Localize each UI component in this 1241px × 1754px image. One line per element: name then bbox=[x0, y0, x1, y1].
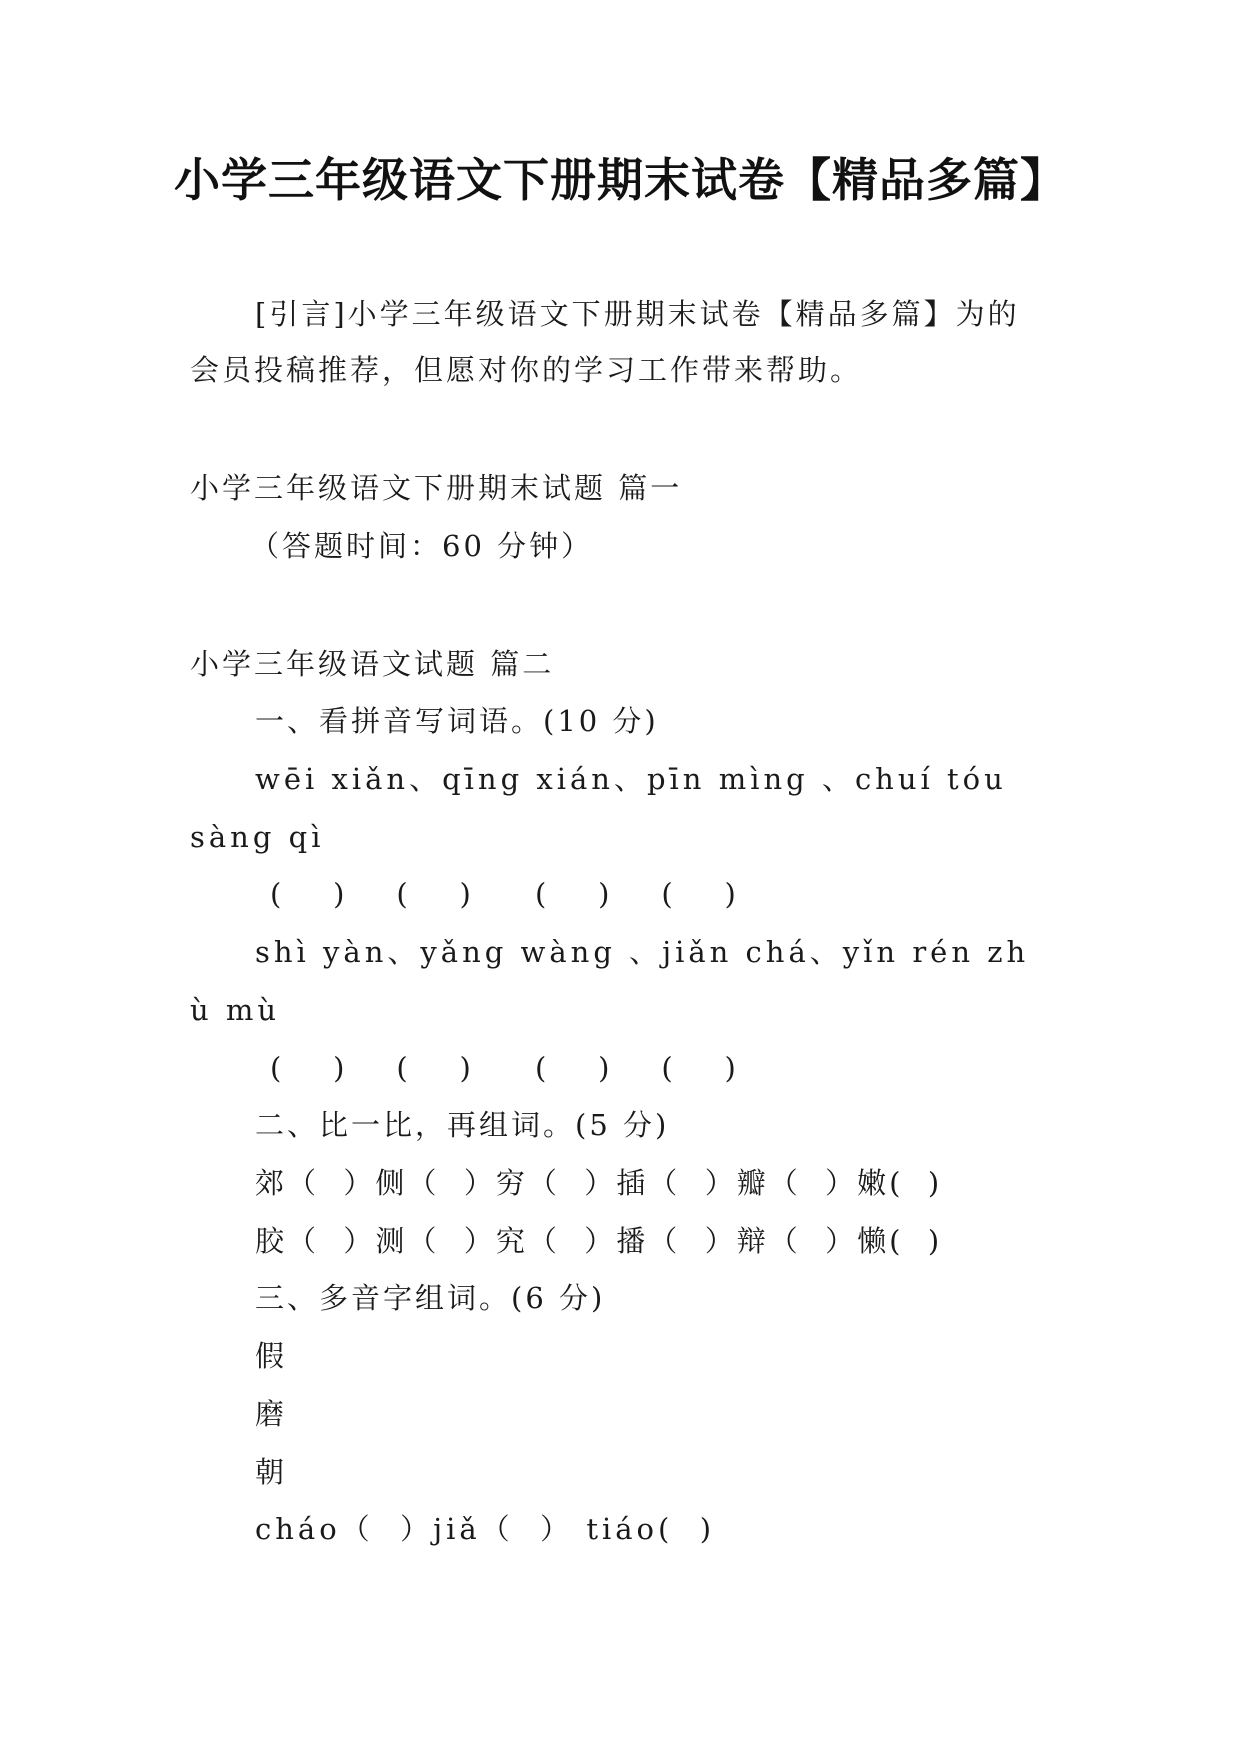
pinyin-row-1b: sàng qì bbox=[190, 820, 325, 854]
pinyin-row-2a: shì yàn、yǎng wàng 、jiǎn chá、yǐn rén zh bbox=[255, 935, 1030, 969]
compare-row-2: 胶（ ）测（ ）究（ ）播（ ）辩（ ）懒( ) bbox=[255, 1224, 943, 1258]
compare-row-1: 郊（ ）侧（ ）穷（ ）插（ ）瓣（ ）嫩( ) bbox=[255, 1166, 943, 1200]
pinyin-row-1a: wēi xiǎn、qīng xián、pīn mìng 、chuí tóu bbox=[255, 762, 1007, 796]
document-title: 小学三年级语文下册期末试卷【精品多篇】 bbox=[174, 153, 1067, 207]
answer-time: （答题时间：60 分钟） bbox=[250, 529, 594, 563]
question-1-label: 一、看拼音写词语。(10 分) bbox=[255, 704, 659, 738]
polyphone-char-1: 假 bbox=[255, 1339, 288, 1373]
polyphone-char-2: 磨 bbox=[255, 1397, 288, 1431]
question-3-label: 三、多音字组词。(6 分) bbox=[255, 1281, 606, 1315]
question-2-label: 二、比一比，再组词。(5 分) bbox=[255, 1108, 670, 1142]
section-1-heading: 小学三年级语文下册期末试题 篇一 bbox=[190, 471, 683, 505]
answer-blanks-1: ( ) ( ) ( ) ( ) bbox=[270, 877, 739, 911]
polyphone-char-3: 朝 bbox=[255, 1455, 288, 1489]
section-2-heading: 小学三年级语文试题 篇二 bbox=[190, 647, 555, 681]
intro-line-2: 会员投稿推荐，但愿对你的学习工作带来帮助。 bbox=[190, 353, 863, 387]
answer-blanks-2: ( ) ( ) ( ) ( ) bbox=[270, 1051, 739, 1085]
polyphone-pinyin-row: cháo（ ）jiǎ（ ） tiáo( ) bbox=[255, 1512, 716, 1546]
intro-line-1: [引言]小学三年级语文下册期末试卷【精品多篇】为的 bbox=[255, 297, 1020, 331]
pinyin-row-2b: ù mù bbox=[190, 993, 281, 1027]
